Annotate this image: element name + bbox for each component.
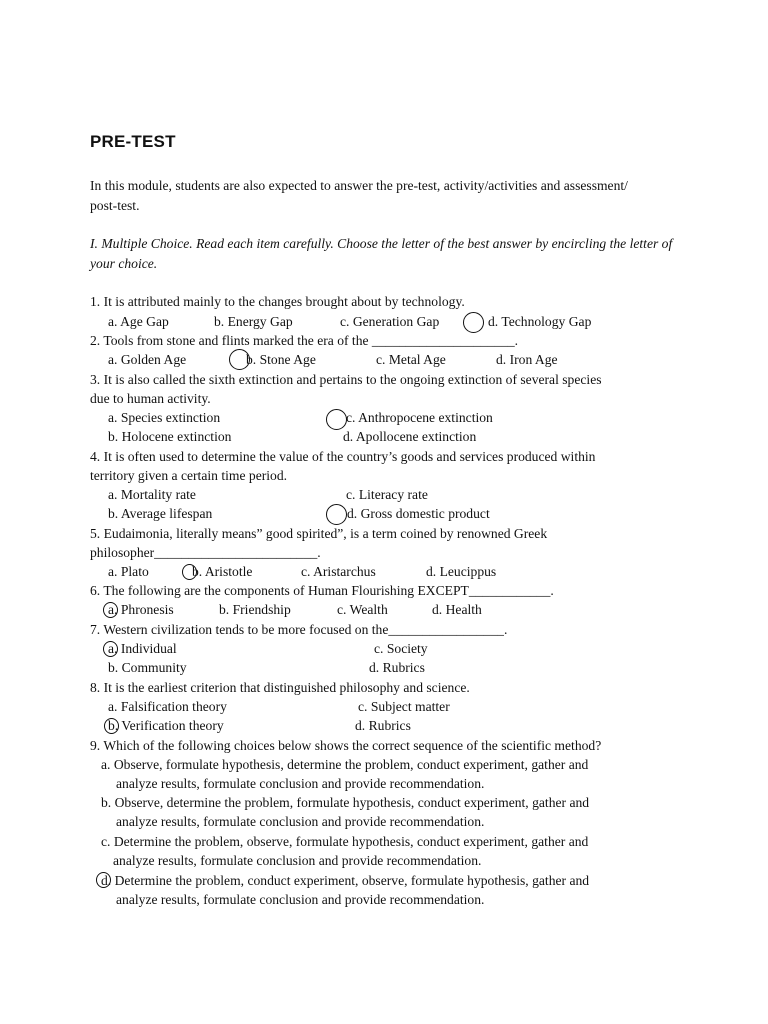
- answer-circle-mark: [182, 564, 197, 580]
- answer-circle-mark: [96, 872, 111, 888]
- question-5-stem-line1: 5. Eudaimonia, literally means” good spirited”, is a term coined by renowned Greek: [90, 526, 548, 541]
- q9-option-a-line1: a. Observe, formulate hypothesis, determine the problem, conduct experiment, gather and: [101, 757, 589, 772]
- q7-option-d: d. Rubrics: [369, 660, 425, 675]
- answer-circle-mark: [463, 312, 484, 333]
- q1-option-c: c. Generation Gap: [340, 314, 440, 329]
- q4-option-c: c. Literacy rate: [346, 487, 428, 502]
- question-2-stem: 2. Tools from stone and flints marked the era of the _____________________.: [90, 333, 519, 348]
- q6-option-a: a. Phronesis: [108, 602, 174, 617]
- question-3-stem-line1: 3. It is also called the sixth extinction and pertains to the ongoing extinction of several species: [90, 372, 602, 387]
- q8-option-b: b. Verification theory: [108, 718, 224, 733]
- q2-option-c: c. Metal Age: [376, 352, 446, 367]
- question-7-stem: 7. Western civilization tends to be more focused on the_________________.: [90, 622, 508, 637]
- instructions-paragraph: I. Multiple Choice. Read each item carefully. Choose the letter of the best answer by encircling the letter of your choice.: [90, 236, 673, 271]
- q6-option-d: d. Health: [432, 602, 482, 617]
- q3-option-c: c. Anthropocene extinction: [346, 410, 493, 425]
- q8-option-c: c. Subject matter: [358, 699, 450, 714]
- question-8-stem: 8. It is the earliest criterion that distinguished philosophy and science.: [90, 680, 470, 695]
- q7-option-c: c. Society: [374, 641, 428, 656]
- q8-option-a: a. Falsification theory: [108, 699, 227, 714]
- q4-option-a: a. Mortality rate: [108, 487, 196, 502]
- q2-option-a: a. Golden Age: [108, 352, 187, 367]
- q4-option-b: b. Average lifespan: [108, 506, 213, 521]
- q5-option-a: a. Plato: [108, 564, 149, 579]
- question-6-stem: 6. The following are the components of Human Flourishing EXCEPT____________.: [90, 583, 554, 598]
- question-4-stem-line2: territory given a certain time period.: [90, 468, 288, 483]
- page-title: PRE-TEST: [90, 132, 176, 151]
- q7-option-a: a. Individual: [108, 641, 177, 656]
- q2-option-b: b. Stone Age: [246, 352, 316, 367]
- q9-option-c-line1: c. Determine the problem, observe, formulate hypothesis, conduct experiment, gather and: [101, 834, 589, 849]
- q9-option-b-line2: analyze results, formulate conclusion and provide recommendation.: [116, 814, 485, 829]
- q9-option-d-line1: d. Determine the problem, conduct experiment, observe, formulate hypothesis, gather and: [101, 873, 590, 888]
- q2-option-d: d. Iron Age: [496, 352, 558, 367]
- q5-option-d: d. Leucippus: [426, 564, 497, 579]
- q1-option-d: d. Technology Gap: [488, 314, 592, 329]
- q6-option-c: c. Wealth: [337, 602, 388, 617]
- answer-circle-mark: [326, 504, 347, 525]
- q3-option-a: a. Species extinction: [108, 410, 221, 425]
- q9-option-a-line2: analyze results, formulate conclusion and provide recommendation.: [116, 776, 485, 791]
- answer-circle-mark: [103, 641, 118, 657]
- q9-option-b-line1: b. Observe, determine the problem, formulate hypothesis, conduct experiment, gather and: [101, 795, 590, 810]
- q1-option-a: a. Age Gap: [108, 314, 169, 329]
- q5-option-b: b. Aristotle: [192, 564, 253, 579]
- q3-option-b: b. Holocene extinction: [108, 429, 232, 444]
- q9-option-c-line2: analyze results, formulate conclusion and provide recommendation.: [113, 853, 482, 868]
- question-5-stem-line2: philosopher________________________.: [90, 545, 321, 560]
- answer-circle-mark: [104, 718, 119, 734]
- q3-option-d: d. Apollocene extinction: [343, 429, 477, 444]
- question-3-stem-line2: due to human activity.: [90, 391, 211, 406]
- q8-option-d: d. Rubrics: [355, 718, 411, 733]
- q1-option-b: b. Energy Gap: [214, 314, 293, 329]
- question-4-stem-line1: 4. It is often used to determine the value of the country’s goods and services produced within: [90, 449, 596, 464]
- q4-option-d: d. Gross domestic product: [347, 506, 490, 521]
- q7-option-b: b. Community: [108, 660, 187, 675]
- intro-paragraph: In this module, students are also expected to answer the pre-test, activity/activities and assessment/ post-test.: [90, 178, 628, 213]
- q6-option-b: b. Friendship: [219, 602, 291, 617]
- answer-circle-mark: [229, 349, 250, 370]
- answer-circle-mark: [103, 602, 118, 618]
- question-9-stem: 9. Which of the following choices below shows the correct sequence of the scientific method?: [90, 738, 602, 753]
- q5-option-c: c. Aristarchus: [301, 564, 376, 579]
- question-1-stem: 1. It is attributed mainly to the changes brought about by technology.: [90, 294, 465, 309]
- q9-option-d-line2: analyze results, formulate conclusion and provide recommendation.: [116, 892, 485, 907]
